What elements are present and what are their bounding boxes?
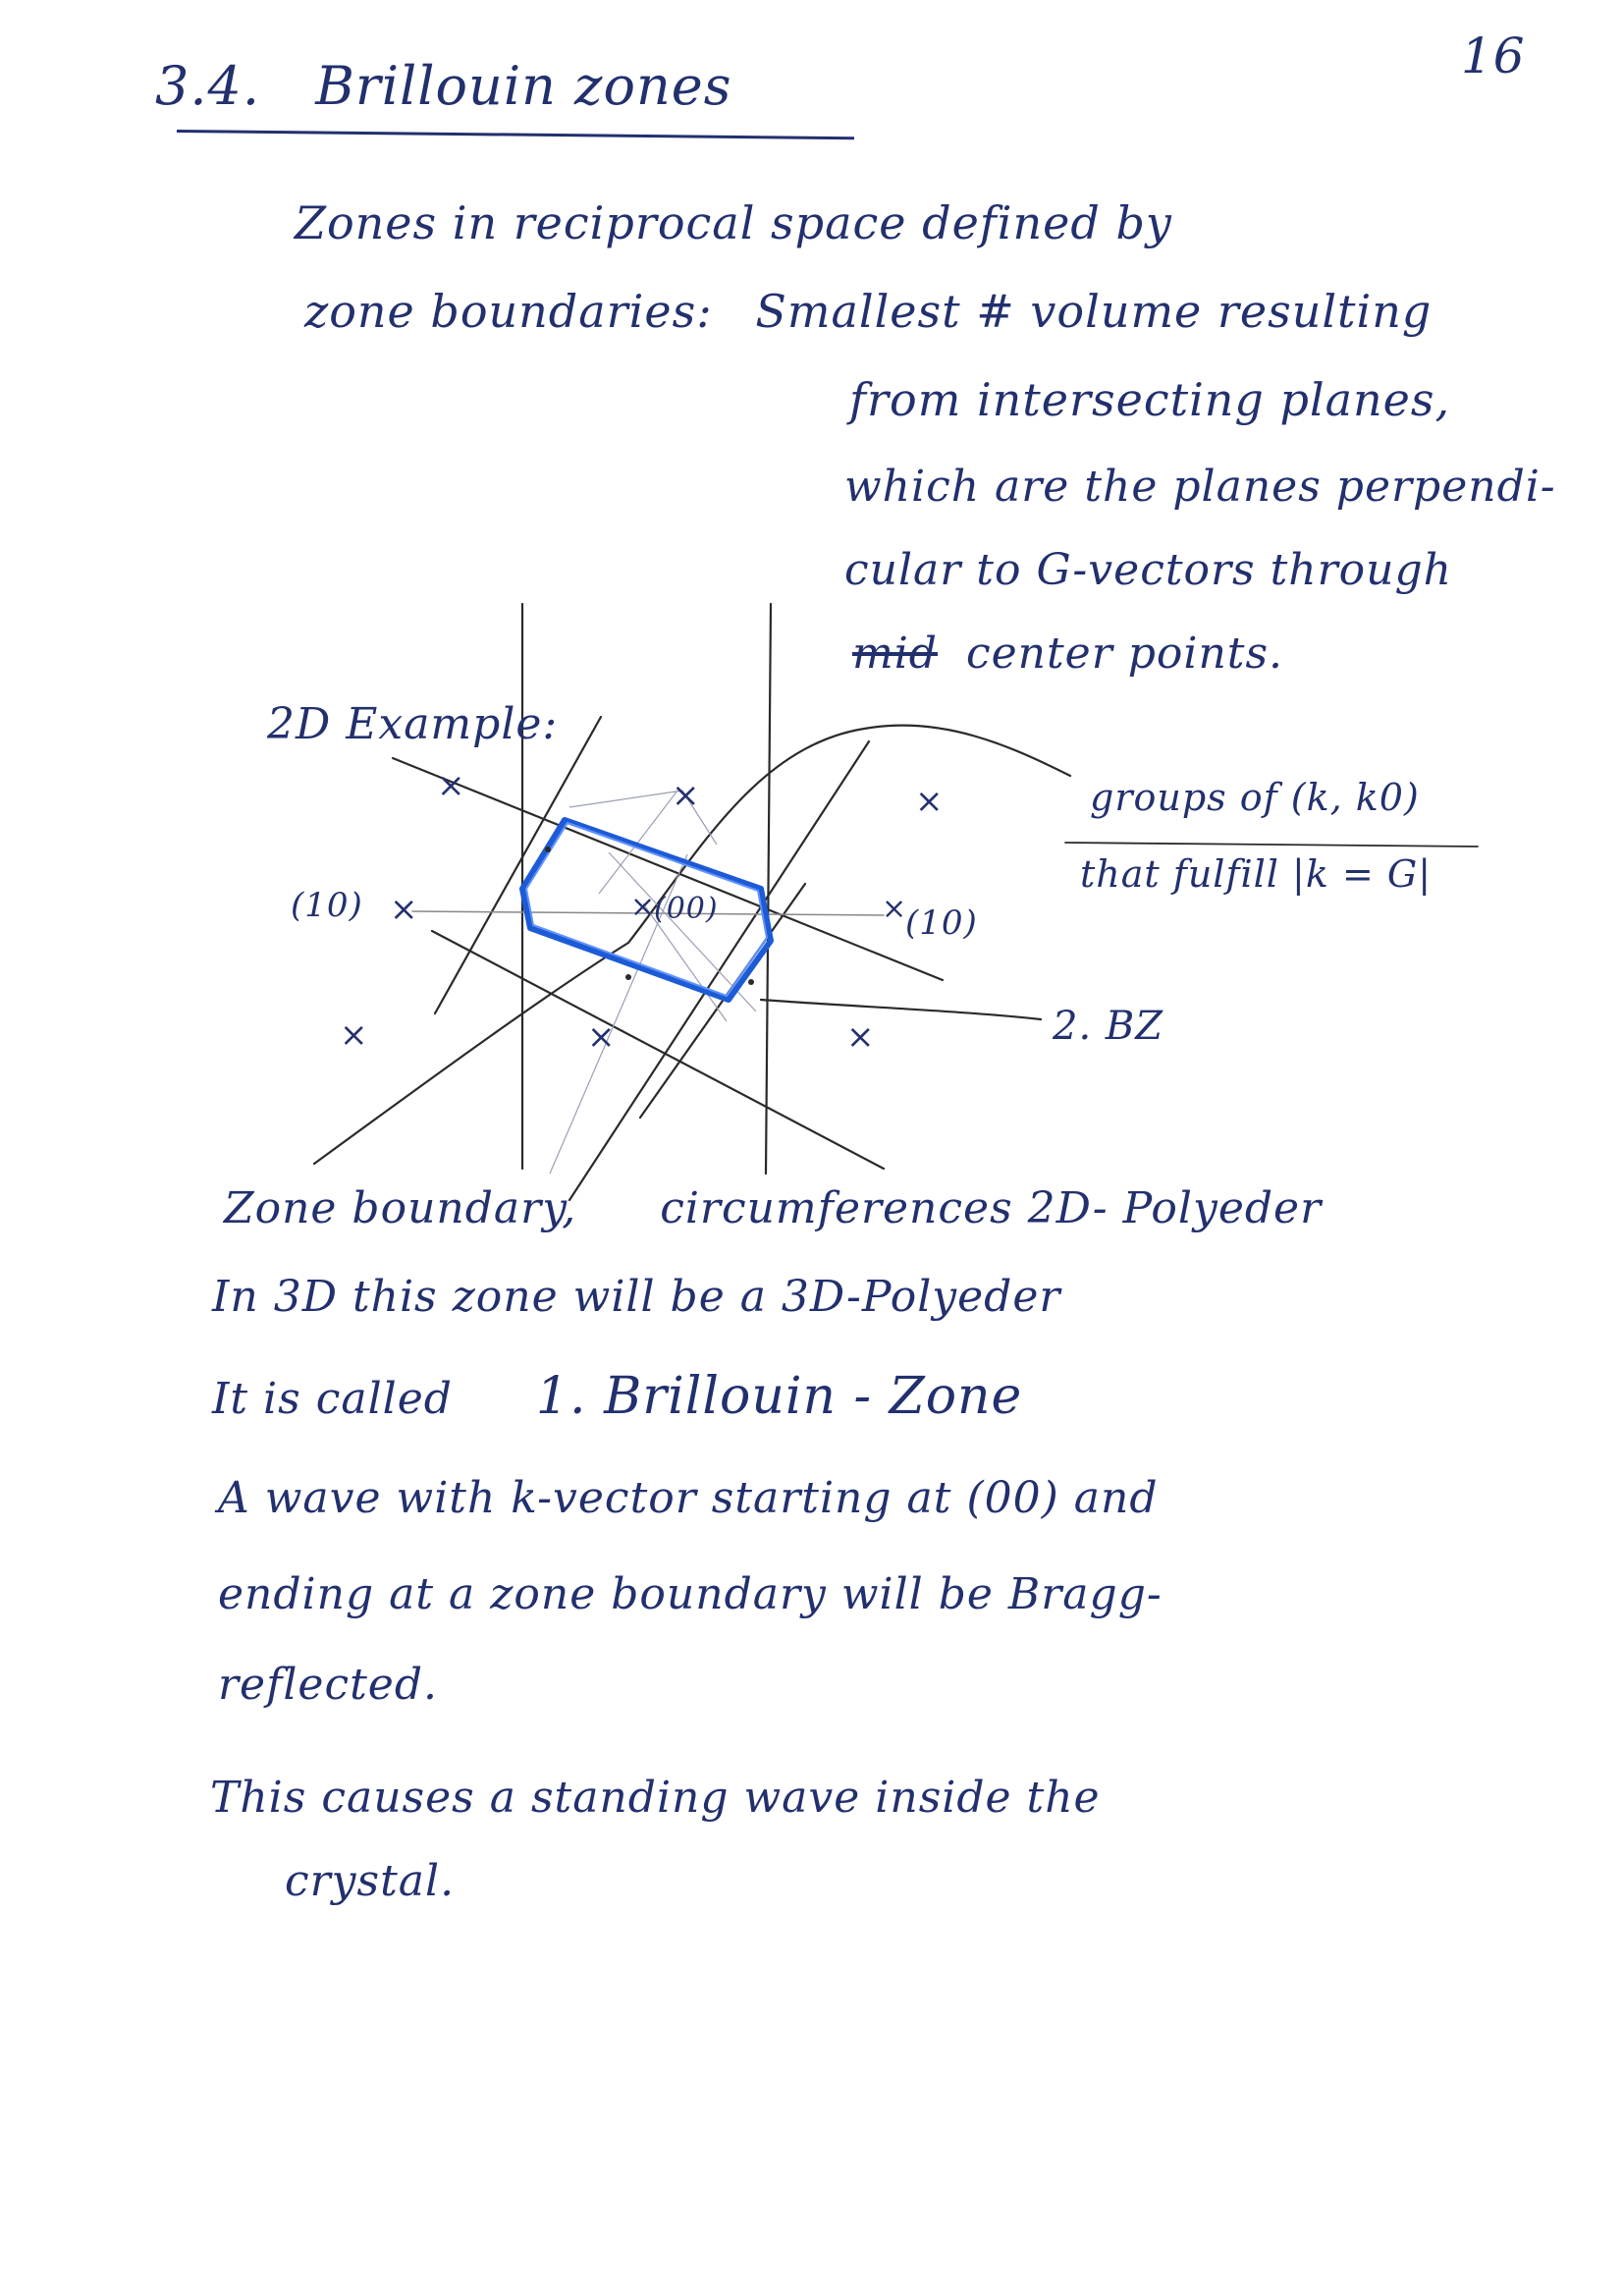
body-line-7: This causes a standing wave inside the (210, 1773, 1101, 1823)
lattice-label-origin: (00) (654, 892, 719, 926)
annotation-groups: groups of (k, k0) (1090, 776, 1420, 819)
lattice-point: × (915, 782, 945, 821)
body-line-1: Zone boundary, circumferences 2D- Polyeder (224, 1183, 1323, 1233)
zone-boundaries-label: zone boundaries: (304, 285, 713, 338)
lattice-point: × (437, 766, 466, 805)
lattice-point: × (340, 1015, 369, 1055)
construction-line (599, 791, 677, 894)
intro-line-4: which are the planes perpendi- (844, 462, 1556, 512)
body-line-2: In 3D this zone will be a 3D-Polyeder (212, 1272, 1061, 1322)
body-line-6: reflected. (218, 1660, 438, 1710)
section-number: 3.4. (155, 55, 261, 117)
lattice-label-right: (10) (905, 903, 978, 943)
zone-line (432, 931, 884, 1169)
lattice-point: × (587, 1017, 617, 1057)
boundary-point (545, 847, 551, 852)
struck-word: mid (852, 629, 938, 679)
diagram-caption: 2D Example: (267, 699, 559, 749)
body-line-3: It is called 1. Brillouin - Zone (212, 1367, 1023, 1426)
section-title: Brillouin zones (315, 55, 732, 117)
annotation-condition: that fulfill |k = G| (1080, 852, 1433, 896)
lattice-point: × (882, 892, 908, 926)
lattice-point: × (672, 776, 701, 815)
body-line-8: crystal. (285, 1856, 456, 1906)
boundary-point (625, 974, 631, 980)
first-brillouin-zone-label: 1. Brillouin - Zone (535, 1367, 1023, 1426)
zone-line (435, 717, 601, 1013)
lattice-label-left: (10) (291, 886, 363, 925)
zone-line (393, 758, 943, 980)
volume-symbol: # (976, 285, 1015, 338)
intro-line-1: Zones in reciprocal space defined by (295, 196, 1172, 249)
origin-point: × (630, 890, 657, 924)
boundary-point (748, 979, 754, 985)
zone-line (569, 741, 869, 1200)
construction-line (569, 791, 682, 807)
intro-line-6: mid center points. (852, 629, 1284, 679)
intro-line-2: zone boundaries: Smallest # volume resulting (304, 285, 1433, 338)
annotation-second-bz: 2. BZ (1053, 1004, 1164, 1049)
bz-pointer (761, 1000, 1041, 1019)
page-number: 16 (1461, 27, 1526, 84)
zone-line (766, 604, 771, 1174)
annotation-underline (1065, 843, 1478, 847)
lattice-point: × (846, 1017, 876, 1057)
intro-line-3: from intersecting planes, (849, 373, 1451, 426)
body-line-5: ending at a zone boundary will be Bragg- (218, 1569, 1163, 1619)
lattice-point: × (390, 890, 419, 929)
body-line-4: A wave with k-vector starting at (00) and (218, 1473, 1159, 1523)
intro-line-5: cular to G-vectors through (844, 545, 1452, 595)
